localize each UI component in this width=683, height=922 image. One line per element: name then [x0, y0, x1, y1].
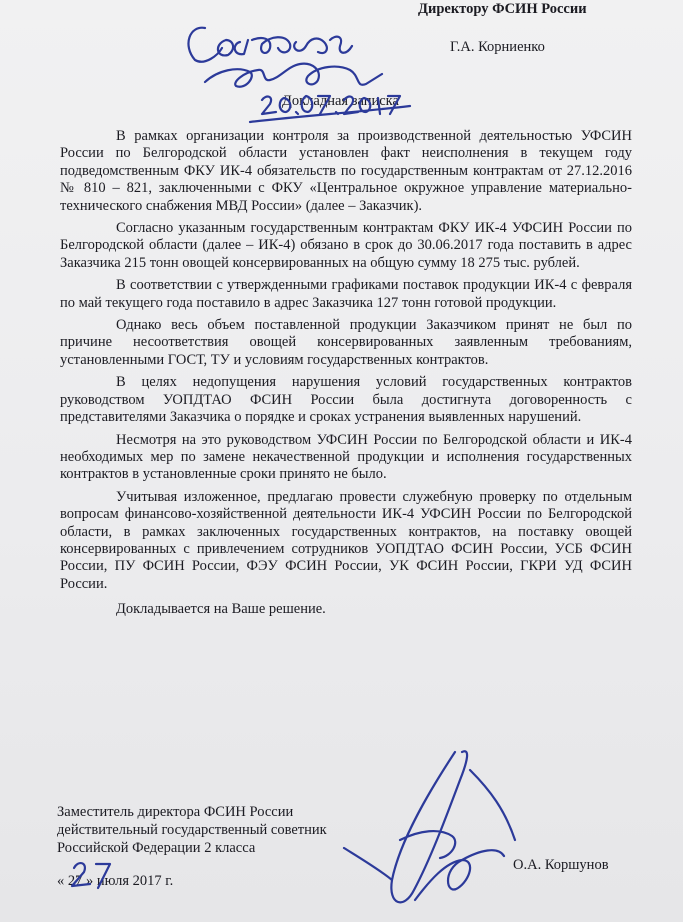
paragraph-3: В соответствии с утвержденными графиками поставок продукции ИК-4 с февраля по май текущего года поставило в адрес Заказчика 127 тонн готовой продукции.: [60, 277, 632, 311]
resolution-handwriting: [188, 28, 352, 62]
signature-date: « 27 » июля 2017 г.: [57, 873, 174, 889]
author-signature: [344, 751, 515, 902]
paragraph-6: Несмотря на это руководством УФСИН России по Белгородской области и ИК-4 необходимых мер по замене некачественной продукции и исполнения государственных контрактов в установленные сроки принято не было.: [60, 431, 632, 483]
paragraph-5: В целях недопущения нарушения условий государственных контрактов руководством УОПДТАО ФСИН России была достигнута договоренность с представителями Заказчика о порядке и сроках устранения выявленных нарушений.: [60, 374, 632, 426]
signer-position-line: Заместитель директора ФСИН России: [57, 804, 294, 820]
memo-body: [60, 128, 632, 624]
paragraph-2: Согласно указанным государственным контрактам ФКУ ИК-4 УФСИН России по Белгородской области (далее – ИК-4) обязано в срок до 30.06.2017 года поставить в адрес Заказчика 215 тонн овощей консервированных на общую сумму 18 275 тыс. рублей.: [60, 220, 632, 271]
addressee-title: Директору ФСИН России: [418, 1, 587, 17]
closing-line: Докладывается на Ваше решение.: [116, 601, 326, 618]
signer-position-line: Российской Федерации 2 класса: [57, 840, 256, 856]
document-title: Докладная записка: [282, 93, 399, 109]
paragraph-7: Учитывая изложенное, предлагаю провести служебную проверку по отдельным вопросам финансово-хозяйственной деятельности ИК-4 УФСИН России по Белгородской области, в рамках заключенных государственных контрактов, на поставку овощей консервированных с привлечением сотрудников УОПДТАО ФСИН России, УСБ ФСИН России, ПУ ФСИН России, ФЭУ ФСИН России, УК ФСИН России, ГКРИ УД ФСИН России.: [60, 488, 632, 592]
paragraph-4: Однако весь объем поставленной продукции Заказчиком принят не был по причине несоответствия овощей консервированных заявленным требованиям, установленными ГОСТ, ТУ и условиям государственных контрактов.: [60, 317, 632, 368]
paragraph-1: В рамках организации контроля за производственной деятельностью УФСИН России по Белгородской области установлен факт неисполнения в текущем году подведомственным ФКУ ИК-4 обязательств по государственным контрактам от 27.12.2016 № 810 – 821, заключенными с ФКУ «Центральное окружное управление материально-технического снабжения МВД России» (далее – Заказчик).: [60, 128, 632, 214]
signer-name: О.А. Коршунов: [513, 857, 609, 873]
signer-position: [57, 803, 327, 857]
signer-position-line: действительный государственный советник: [57, 822, 327, 838]
addressee-name: Г.А. Корниенко: [450, 39, 545, 55]
resolution-signature: [205, 64, 382, 87]
